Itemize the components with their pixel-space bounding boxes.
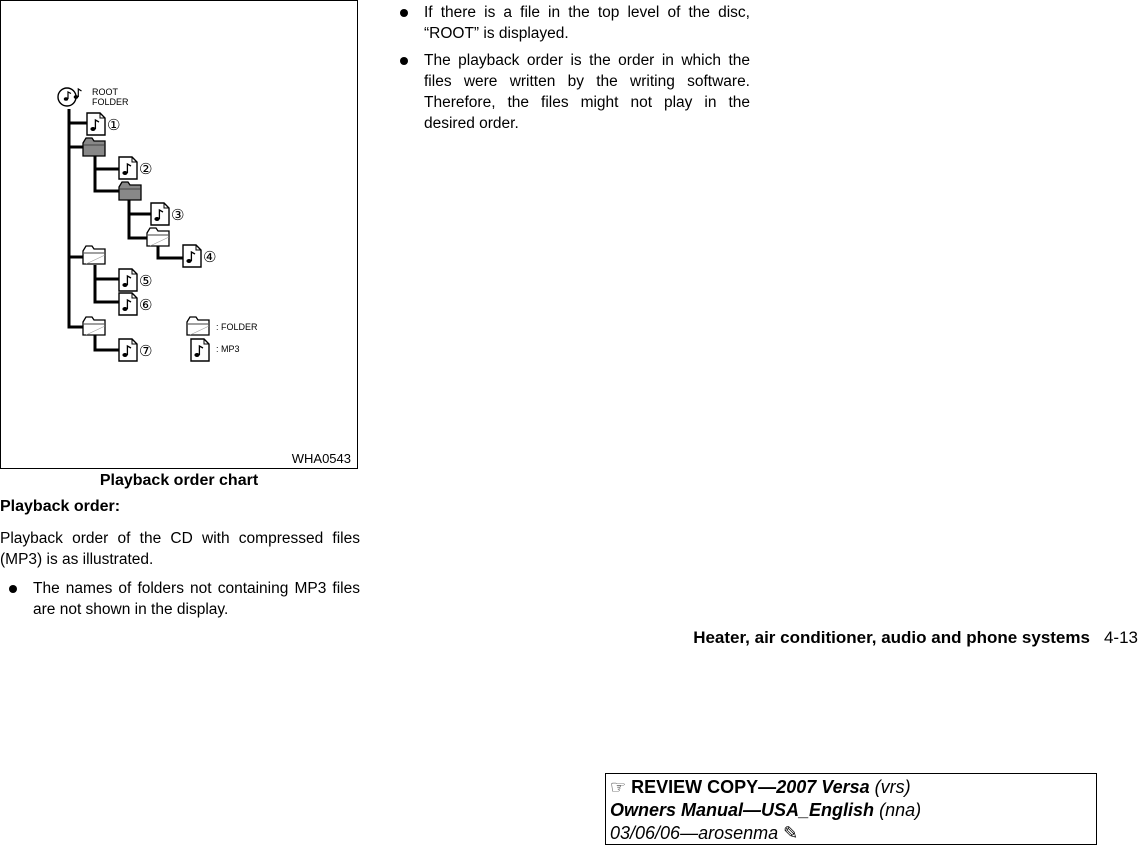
mp3-file-icon <box>87 113 105 135</box>
pointing-hand-icon: ☞ <box>610 777 627 797</box>
bullet-dot <box>9 585 17 593</box>
root-disc-icon <box>58 88 82 106</box>
bullet-item <box>424 50 750 134</box>
mp3-file-icon <box>119 339 137 361</box>
body-paragraph: Playback order of the CD with compressed files (MP3) is as illustrated. <box>0 530 360 568</box>
folder-label: FOLDER <box>92 97 129 107</box>
legend-mp3-icon <box>191 339 209 361</box>
bullet-item <box>424 2 750 44</box>
model-code: (vrs) <box>874 777 911 797</box>
folder-icon <box>83 246 105 264</box>
mp3-file-icon <box>119 269 137 291</box>
legend-folder-icon <box>187 317 209 335</box>
root-label: ROOT <box>92 87 118 97</box>
track-number-2: ② <box>139 160 153 178</box>
bullet-item <box>33 578 360 620</box>
track-number-6: ⑥ <box>139 296 153 314</box>
bullet-text: The names of folders not containing MP3 files are not shown in the display. <box>33 580 360 618</box>
mp3-file-icon <box>151 203 169 225</box>
figure-caption: Playback order chart <box>99 472 259 489</box>
folder-icon <box>83 317 105 335</box>
pencil-icon: ✎ <box>783 823 799 843</box>
mp3-file-icon <box>119 157 137 179</box>
page-footer <box>693 628 1138 648</box>
model-name: 2007 Versa <box>776 777 870 797</box>
track-number-7: ⑦ <box>139 342 153 360</box>
page-number: 4-13 <box>1103 628 1138 647</box>
section-title: Heater, air conditioner, audio and phone systems <box>693 628 1090 647</box>
folder-icon <box>147 228 169 246</box>
section-heading: Playback order: <box>0 498 121 515</box>
bullet-text: If there is a file in the top level of the disc, “ROOT” is displayed. <box>424 4 750 42</box>
track-number-3: ③ <box>171 206 185 224</box>
legend-mp3-label: : MP3 <box>216 344 240 354</box>
track-number-1: ① <box>107 116 121 134</box>
figure-code: WHA0543 <box>291 451 351 466</box>
folder-tree-diagram <box>1 1 359 470</box>
review-copy-stamp <box>605 773 1097 845</box>
mp3-file-icon <box>183 245 201 267</box>
legend-folder-label: : FOLDER <box>216 322 258 332</box>
bullet-dot <box>400 9 408 17</box>
manual-name: Owners Manual—USA_English <box>610 800 875 820</box>
manual-code: (nna) <box>879 800 922 820</box>
playback-order-figure <box>0 0 358 469</box>
folder-icon <box>119 182 141 200</box>
bullet-text: The playback order is the order in which the files were written by the writing software. Therefore, the files might not play in the desired order. <box>424 52 750 132</box>
date-author: 03/06/06—arosenma <box>610 823 779 843</box>
review-label: REVIEW COPY— <box>631 777 777 797</box>
mp3-file-icon <box>119 293 137 315</box>
folder-icon <box>83 138 105 156</box>
track-number-4: ④ <box>203 248 217 266</box>
bullet-dot <box>400 57 408 65</box>
track-number-5: ⑤ <box>139 272 153 290</box>
